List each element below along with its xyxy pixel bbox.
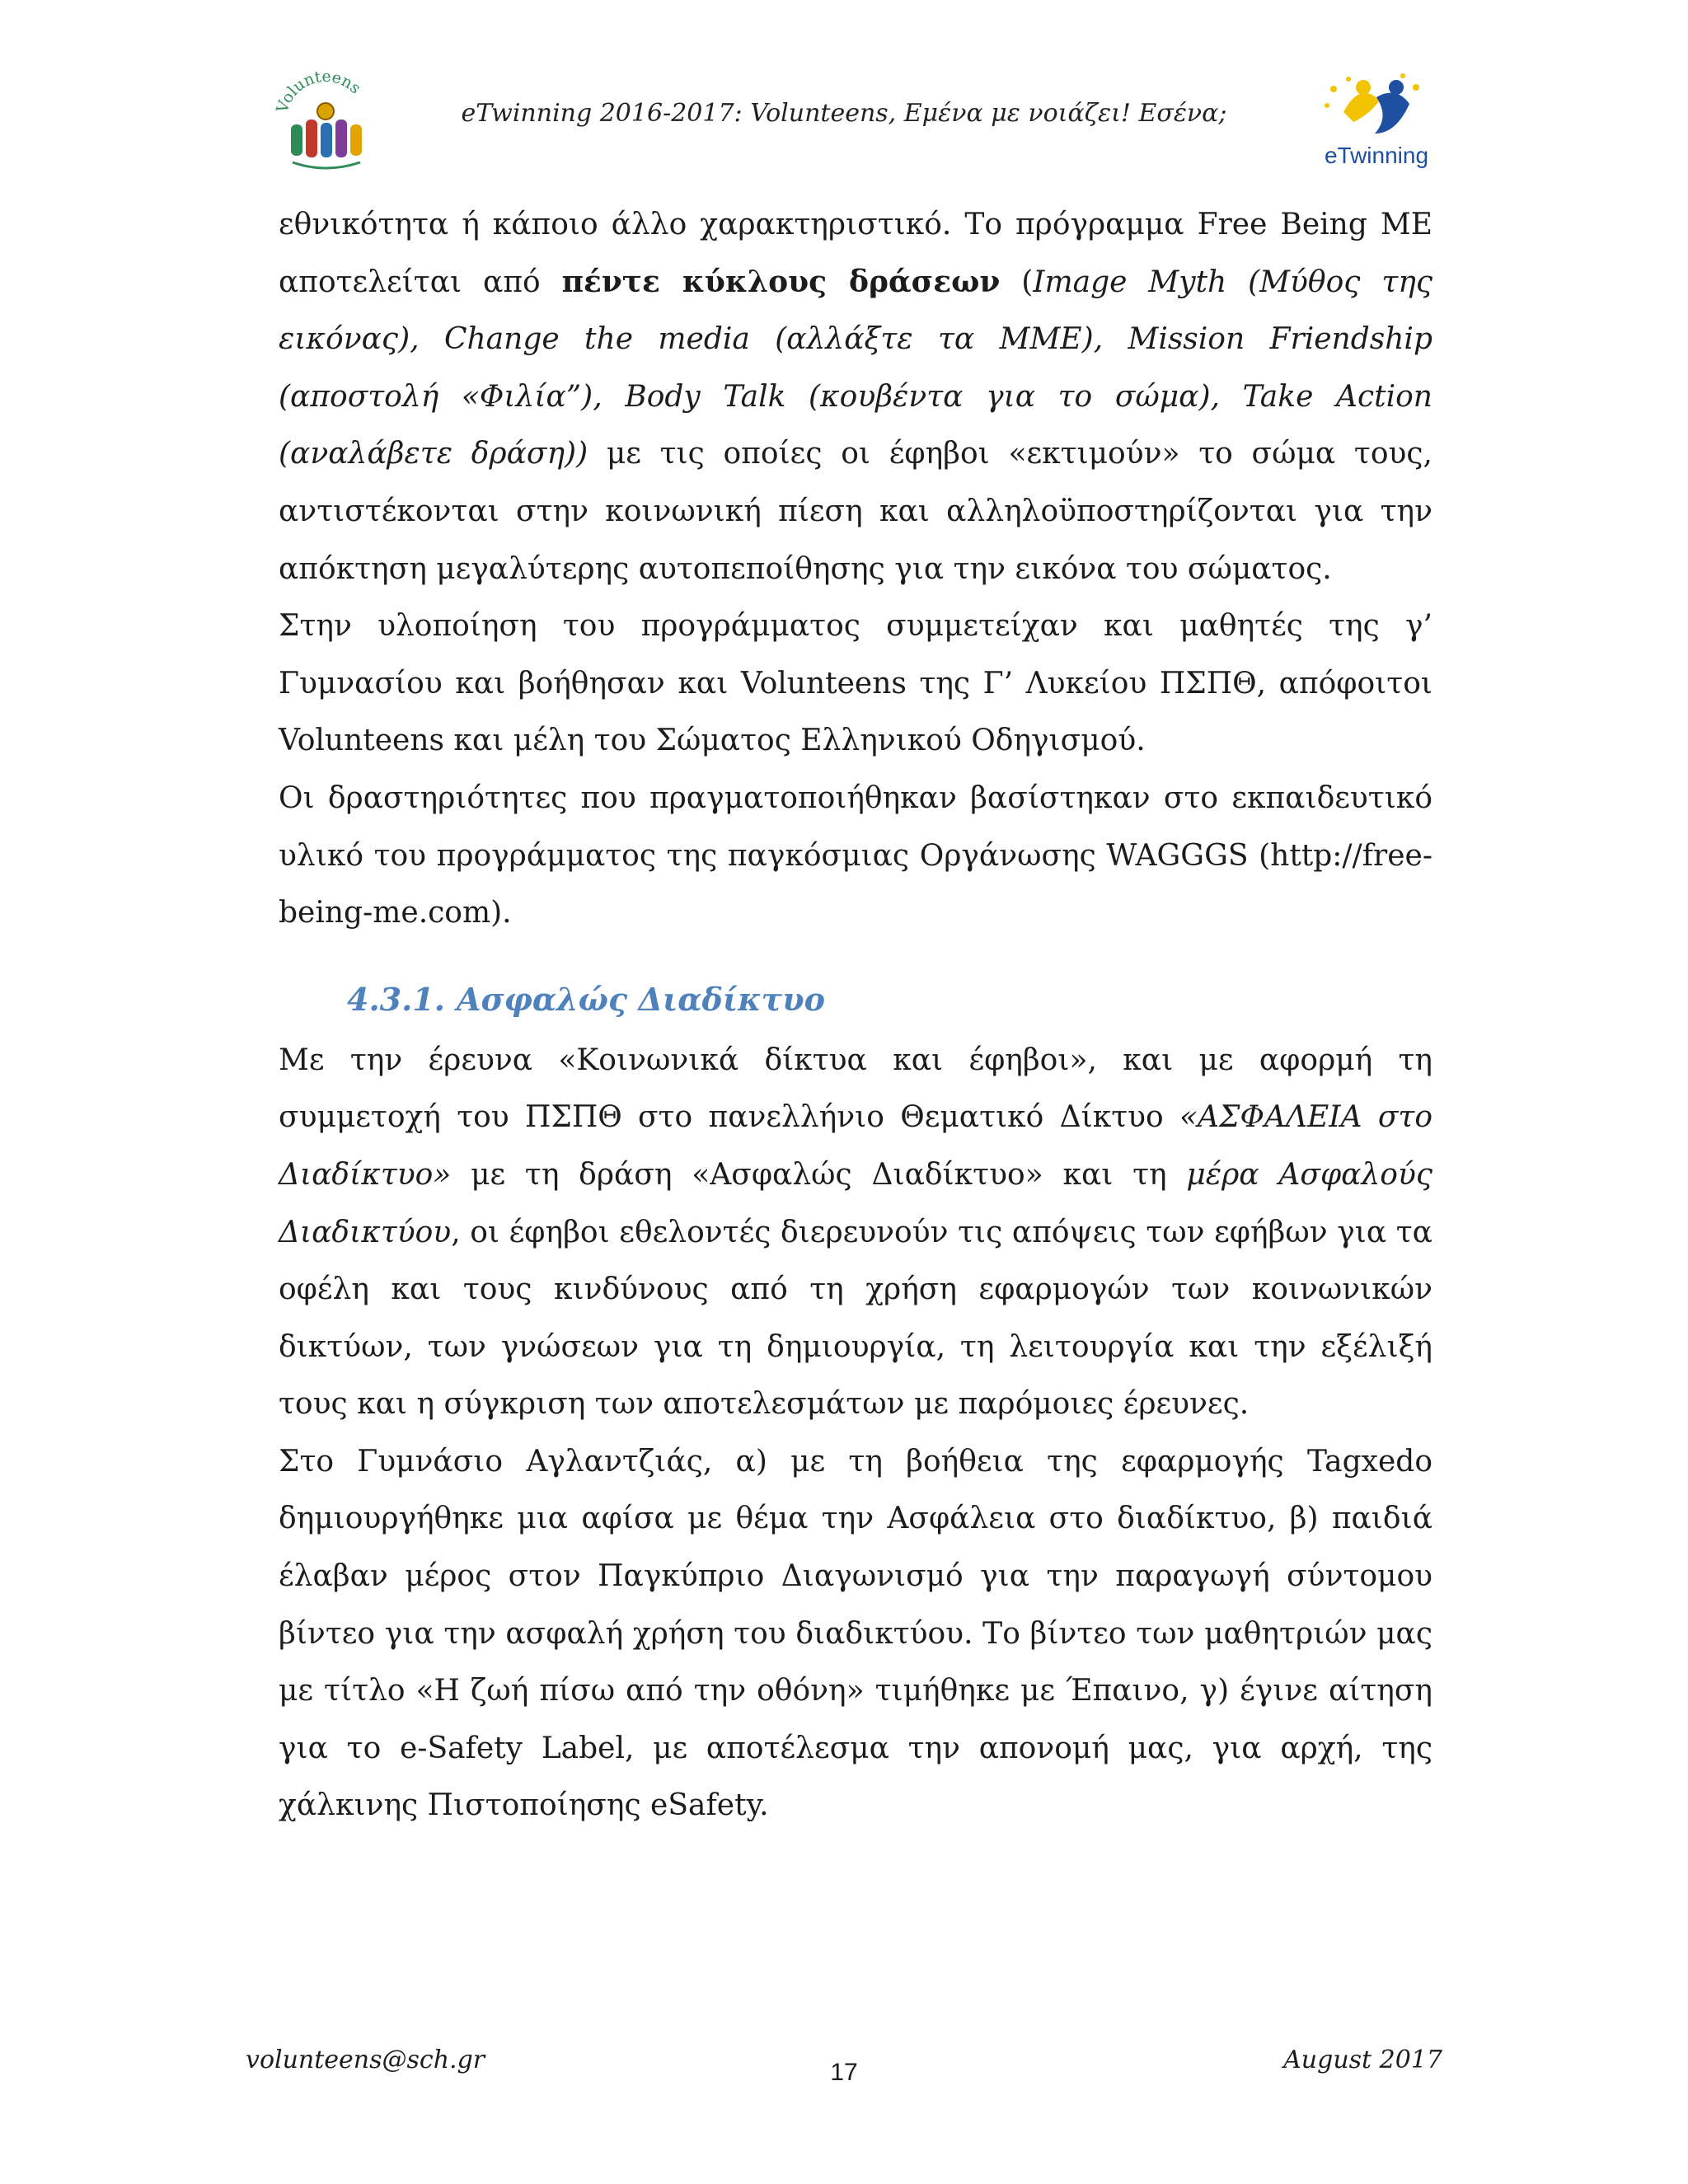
paragraph-research xyxy=(279,1032,1432,1433)
document-body xyxy=(279,196,1432,1835)
italic-text-run: Image Myth (Μύθος της εικόνας), Change the media (αλλάξτε τα ΜΜΕ), Mission Friendship (αποστολή «Φιλία”), Body Talk (κουβέντα για το σώμα), Take Action (αναλάβετε δράση)) xyxy=(279,265,1432,471)
paragraph-aglantzia: Στο Γυμνάσιο Αγλαντζιάς, α) με τη βοήθεια της εφαρμογής Tagxedo δημιουργήθηκε μια αφίσα με θέμα την Ασφάλεια στο διαδίκτυο, β) παιδιά έλαβαν μέρος στον Παγκύπριο Διαγωνισμό για την παραγωγή σύντομου βίντεο για την ασφαλή χρήση του διαδικτύου. Το βίντεο των μαθητριών μας με τίτλο «Η ζωή πίσω από την οθόνη» τιμήθηκε με Έπαινο, γ) έγινε αίτηση για το e-Safety Label, με αποτέλεσμα την απονομή μας, για αρχή, της χάλκινης Πιστοποίησης eSafety. xyxy=(279,1444,1432,1823)
text-run: με τη δράση «Ασφαλώς Διαδίκτυο» και τη xyxy=(451,1157,1187,1192)
page-footer xyxy=(0,2036,1688,2102)
text-run: , οι έφηβοι εθελοντές διερευνούν τις απόψεις των εφήβων για τα οφέλη και τους κινδύνους από τη χρήση εφαρμογών των κοινωνικών δικτύων, των γνώσεων για τη δημιουργία, τη λειτουργία και την εξέλιξή τους και η σύγκριση των αποτελεσμάτων με παρόμοιες έρευνες. xyxy=(279,1215,1432,1422)
volunteens-logo-text: Volunteens xyxy=(273,70,365,115)
text-run: ( xyxy=(1000,265,1034,299)
paragraph-free-being-me xyxy=(279,196,1432,598)
page-header xyxy=(0,0,1688,177)
text-run: με τις οποίες οι έφηβοι «εκτιμούν» το σώμα τους, αντιστέκονται στην κοινωνική πίεση και αλληλοϋποστηρίζονται για την απόκτηση μεγαλύτερης αυτοπεποίθησης για την εικόνα του σώματος. xyxy=(279,437,1432,586)
section-title: Ασφαλώς Διαδίκτυο xyxy=(457,980,825,1018)
section-number: 4.3.1. xyxy=(347,980,446,1018)
header-title: eTwinning 2016-2017: Volunteens, Εμένα με νοιάζει! Εσένα; xyxy=(461,99,1227,128)
section-heading xyxy=(347,971,1432,1029)
page-number: 17 xyxy=(830,2059,858,2086)
text-run: εθνικότητα ή κάποιο άλλο χαρακτηριστικό. Το πρόγραμμα Free Being ME αποτελείται από xyxy=(279,208,1432,299)
etwinning-logo xyxy=(1311,64,1442,171)
footer-email: volunteens@sch.gr xyxy=(246,2046,485,2074)
italic-text-run: μέρα Ασφαλούς Διαδικτύου xyxy=(279,1157,1432,1249)
footer-date: August 2017 xyxy=(1283,2046,1442,2074)
etwinning-logo-text: eTwinning xyxy=(1324,143,1429,168)
bold-text-run: πέντε κύκλους δράσεων xyxy=(561,264,1001,299)
italic-text-run: «ΑΣΦΑΛΕΙΑ στο Διαδίκτυο» xyxy=(279,1100,1432,1192)
text-run: Με την έρευνα «Κοινωνικά δίκτυα και έφηβοι», και με αφορμή τη συμμετοχή του ΠΣΠΘ στο πανελλήνιο Θεματικό Δίκτυο xyxy=(279,1043,1432,1135)
paragraph-activities: Οι δραστηριότητες που πραγματοποιήθηκαν βασίστηκαν στο εκπαιδευτικό υλικό του προγράμματος της παγκόσμιας Οργάνωσης WAGGGS (http://free-being-me.com). xyxy=(279,780,1432,930)
paragraph-participants: Στην υλοποίηση του προγράμματος συμμετείχαν και μαθητές της γ’ Γυμνασίου και βοήθησαν και Volunteens της Γ’ Λυκείου ΠΣΠΘ, απόφοιτοι Volunteens και μέλη του Σώματος Ελληνικού Οδηγισμού. xyxy=(279,609,1432,758)
